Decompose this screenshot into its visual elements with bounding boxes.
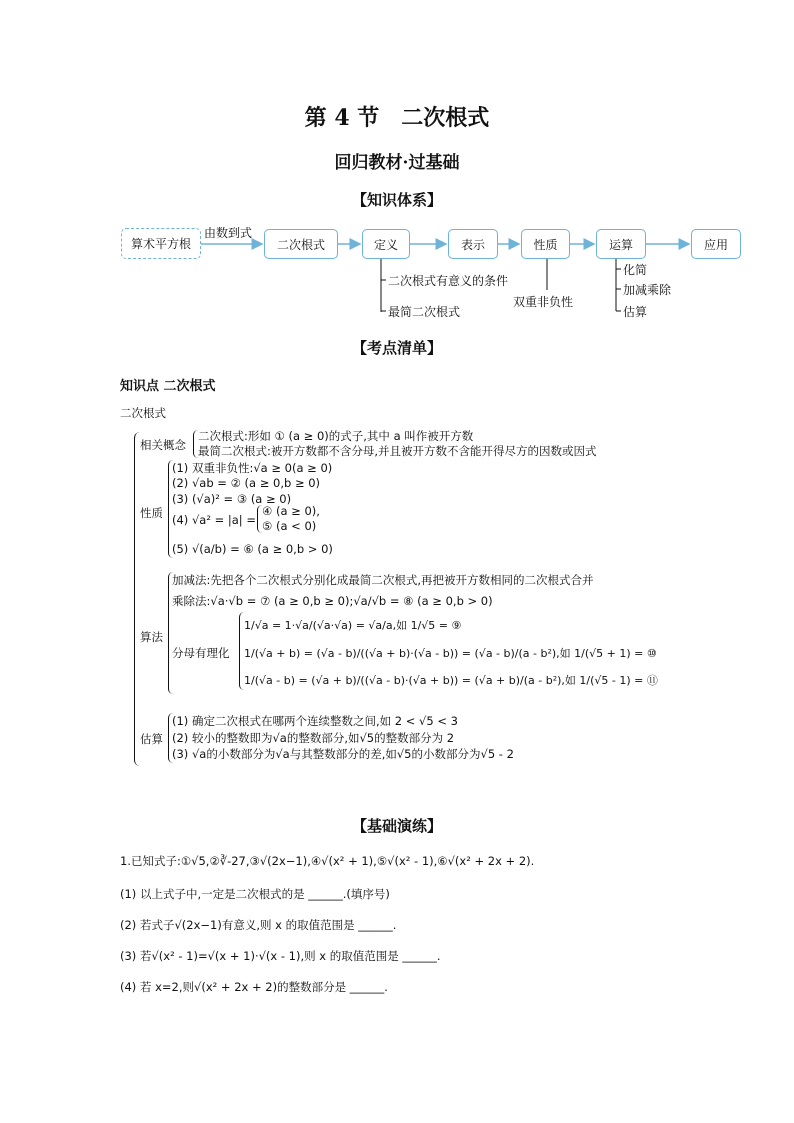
question-1-part-4: (4) 若 x=2,则√(x² + 2x + 2)的整数部分是 ______.	[120, 980, 388, 994]
page-subtitle: 回归教材·过基础	[334, 153, 460, 173]
ops-item-simplify: 化简	[623, 263, 648, 277]
question-1-part-1: (1) 以上式子中,一定是二次根式的是 ______.(填序号)	[120, 887, 390, 901]
knowledge-point-title: 知识点 二次根式	[120, 379, 216, 394]
def-item-simplest: 最简二次根式	[388, 305, 461, 319]
nature-line-2: (2) √ab = ② (a ≥ 0,b ≥ 0)	[172, 476, 321, 490]
rationalize-line-1: 1/√a = 1·√a/(√a·√a) = √a/a,如 1/√5 = ⑨	[244, 619, 462, 632]
concept-line-2: 最简二次根式:被开方数都不含分母,并且被开方数不含能开得尽方的因数或因式	[198, 444, 597, 458]
rationalize-line-3: 1/(√a - b) = (√a + b)/((√a - b)·(√a + b)) = (√a + b)/(a - b²),如 1/(√5 - 1) = ⑪	[244, 674, 658, 687]
estimate-line-2: (2) 较小的整数即为√a的整数部分,如√5的整数部分为 2	[172, 731, 455, 745]
estimate-label: 估算	[140, 732, 163, 746]
calc-label: 算法	[140, 630, 163, 644]
nature-line-4a: ④ (a ≥ 0),	[262, 504, 320, 518]
nature-line-1: (1) 双重非负性:√a ≥ 0(a ≥ 0)	[172, 461, 333, 475]
ops-item-estimate: 估算	[623, 305, 648, 319]
nature-line-4: (4) √a² = |a| =	[172, 513, 256, 527]
outer-brace	[134, 432, 141, 766]
flow-node-operation: 运算	[596, 229, 646, 259]
estimate-line-1: (1) 确定二次根式在哪两个连续整数之间,如 2 < √5 < 3	[172, 714, 458, 728]
page-title: 第 4 节 二次根式	[304, 105, 490, 131]
flow-start-arrow-label: 由数到式	[204, 226, 253, 240]
concept-line-1: 二次根式:形如 ① (a ≥ 0)的式子,其中 a 叫作被开方数	[198, 429, 474, 443]
flow-start-node: 算术平方根	[121, 228, 201, 259]
concept-label: 相关概念	[140, 438, 186, 452]
flow-node-notation: 表示	[448, 229, 498, 259]
flow-node-application: 应用	[691, 229, 741, 259]
flow-node-radical: 二次根式	[264, 229, 338, 259]
flow-node-property: 性质	[521, 229, 570, 259]
nature-line-5: (5) √(a/b) = ⑥ (a ≥ 0,b > 0)	[172, 542, 333, 556]
checklist-heading: 【考点清单】	[351, 339, 442, 357]
calc-brace	[168, 572, 173, 694]
nature-label: 性质	[140, 506, 163, 520]
practice-heading: 【基础演练】	[351, 817, 442, 835]
nature-line-3: (3) (√a)² = ③ (a ≥ 0)	[172, 492, 292, 506]
flow-node-definition: 定义	[362, 229, 410, 259]
nature-line-4b: ⑤ (a < 0)	[262, 519, 317, 533]
ops-item-arith: 加减乘除	[623, 283, 672, 297]
question-1-part-2: (2) 若式子√(2x−1)有意义,则 x 的取值范围是 ______.	[120, 918, 397, 932]
knowledge-system-heading: 【知识体系】	[351, 191, 442, 209]
prop-item-nonneg: 双重非负性	[513, 295, 574, 309]
topic-label: 二次根式	[120, 406, 166, 420]
def-item-condition: 二次根式有意义的条件	[388, 274, 509, 288]
rationalize-line-2: 1/(√a + b) = (√a - b)/((√a + b)·(√a - b)) = (√a - b)/(a - b²),如 1/(√5 + 1) = ⑩	[244, 647, 657, 660]
estimate-line-3: (3) √a的小数部分为√a与其整数部分的差,如√5的小数部分为√5 - 2	[172, 747, 514, 761]
question-1-part-3: (3) 若√(x² - 1)=√(x + 1)·√(x - 1),则 x 的取值范围是 ______.	[120, 949, 441, 963]
question-1: 1.已知式子:①√5,②∛-27,③√(2x−1),④√(x² + 1),⑤√(x² - 1),⑥√(x² + 2x + 2).	[120, 854, 535, 868]
calc-mul-div: 乘除法:√a·√b = ⑦ (a ≥ 0,b ≥ 0);√a/√b = ⑧ (a ≥ 0,b > 0)	[172, 594, 493, 608]
calc-add-sub: 加减法:先把各个二次根式分别化成最简二次根式,再把被开方数相同的二次根式合并	[172, 573, 594, 587]
rationalize-label: 分母有理化	[172, 646, 230, 660]
